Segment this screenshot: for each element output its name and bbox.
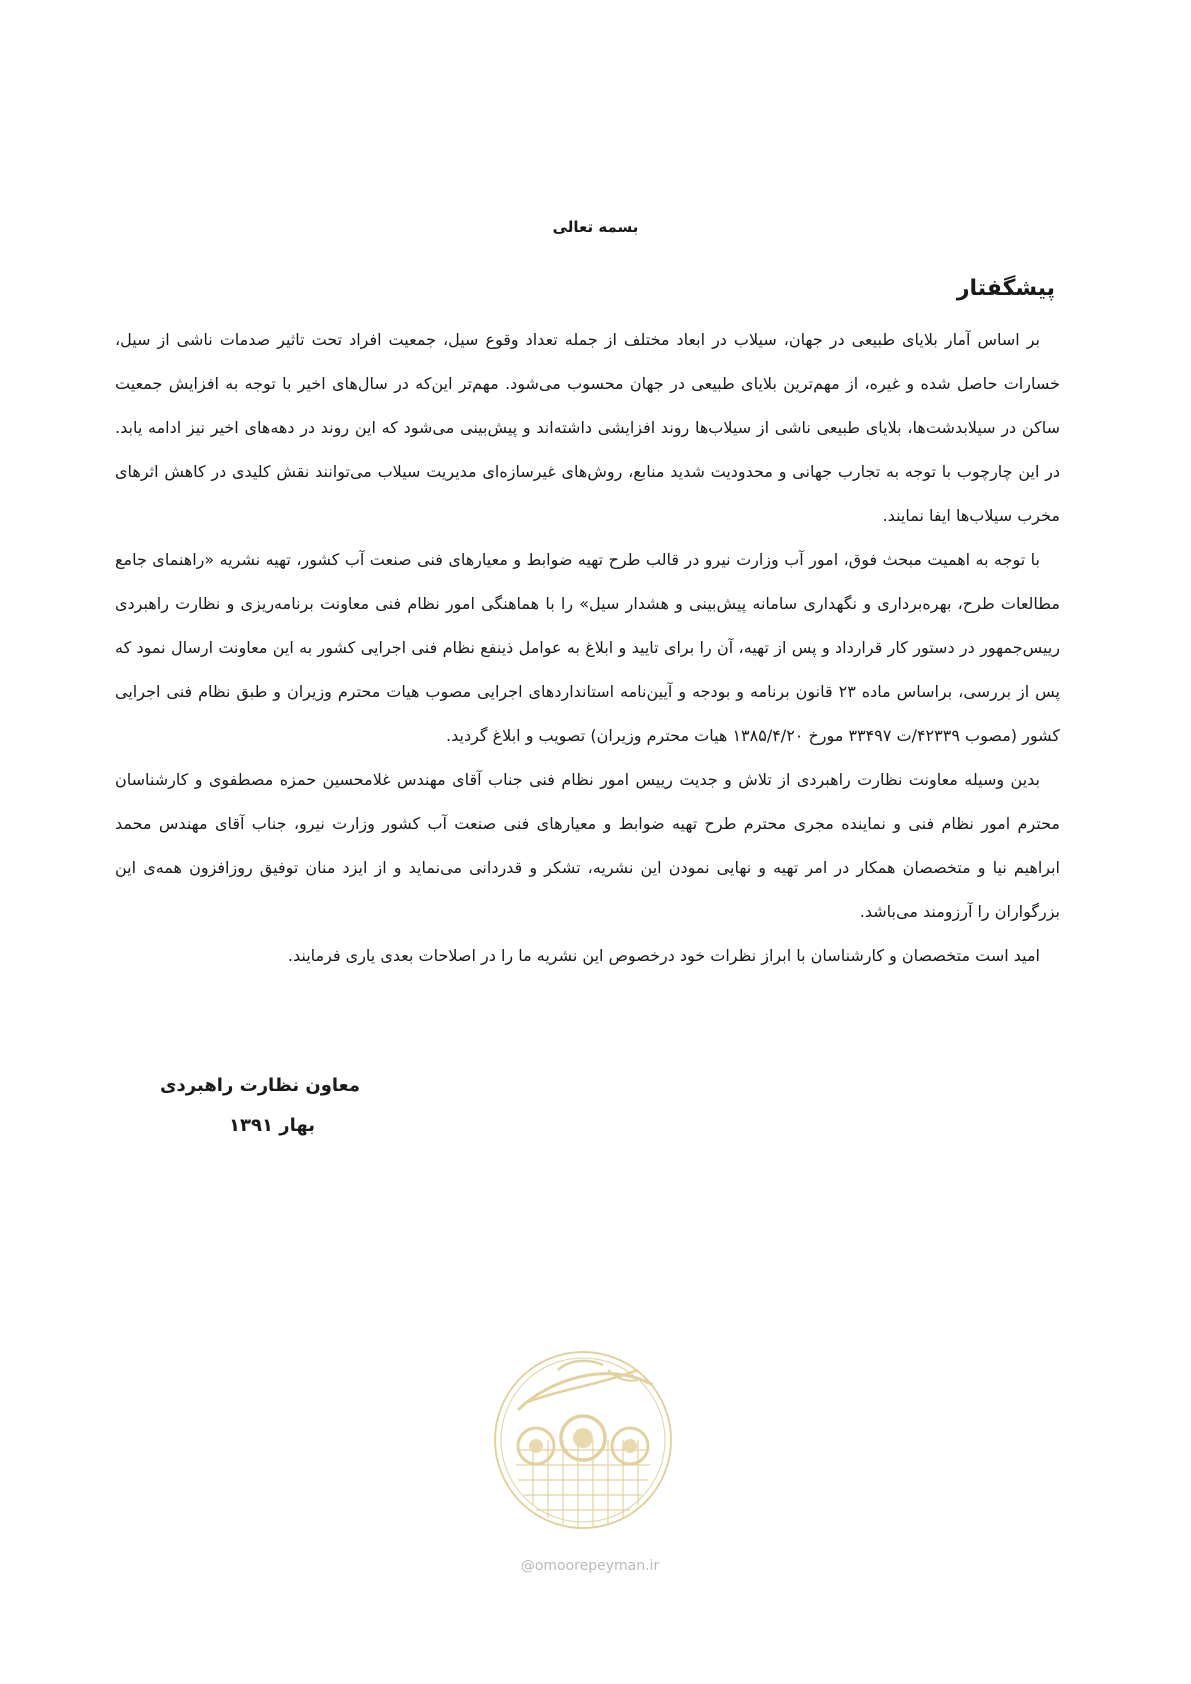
watermark-at-icon: @ (520, 1558, 535, 1574)
paragraph-4: امید است متخصصان و کارشناسان با ابراز نظرات خود درخصوص این نشریه ما را در اصلاحات بعدی یاری فرمایند. (287, 946, 1040, 965)
watermark-logo-icon (488, 1340, 678, 1540)
page-title: پیشگفتار (956, 276, 1055, 301)
watermark-logo (488, 1340, 678, 1540)
paragraph-1: بر اساس آمار بلایای طبیعی در جهان، سیلاب در ابعاد مختلف از جمله تعداد وقوع سیل، جمعیت افراد تحت تاثیر صدمات ناشی از سیل، خسارات حاصل شده و غیره، از مهم‌ترین بلایای طبیعی در جهان محسوب می‌شود. مهم‌تر این‌که در سال‌های اخیر با توجه به افزایش جمعیت ساکن در سیلابدشت‌ها، بلایای طبیعی ناشی از سیلاب‌ها روند افزایشی داشته‌اند و پیش‌بینی می‌شود که این روند در دهه‌های اخیر نیز ادامه یابد. در این چارچوب با توجه به تجارب جهانی و محدودیت شدید منابع، روش‌های غیرسازه‌ای مدیریت سیلاب می‌توانند نقش کلیدی در کاهش اثرهای مخرب سیلاب‌ها ایفا نمایند. (115, 330, 1060, 525)
signature-block (160, 1066, 360, 1146)
body-text (115, 318, 1060, 978)
watermark-url-text: omoorepeyman.ir (534, 1558, 660, 1574)
bismillah-heading: بسمه تعالی (552, 218, 639, 236)
signature-title: معاون نظارت راهبردی (160, 1075, 360, 1096)
signature-date: بهار ۱۳۹۱ (229, 1115, 315, 1136)
paragraph-2: با توجه به اهمیت مبحث فوق، امور آب وزارت نیرو در قالب طرح تهیه ضوابط و معیارهای فنی صنعت آب کشور، تهیه نشریه «راهنمای جامع مطالعات طرح، بهره‌برداری و نگهداری سامانه پیش‌بینی و هشدار سیل» را با هماهنگی امور نظام فنی معاونت برنامه‌ریزی و نظارت راهبردی رییس‌جمهور در دستور کار قرارداد و پس از تهیه، آن را برای تایید و ابلاغ به عوامل ذینفع نظام فنی اجرایی کشور به این معاونت ارسال نمود که پس از بررسی، براساس ماده ۲۳ قانون برنامه و بودجه و آیین‌نامه استانداردهای اجرایی مصوب هیات محترم وزیران و طبق نظام فنی اجرایی کشور (مصوب ۴۲۳۳۹/ت ۳۳۴۹۷ مورخ ۱۳۸۵/۴/۲۰ هیات محترم وزیران) تصویب و ابلاغ گردید. (115, 550, 1060, 745)
paragraph-3: بدین وسیله معاونت نظارت راهبردی از تلاش و جدیت رییس امور نظام فنی جناب آقای مهندس غلامحسین حمزه مصطفوی و کارشناسان محترم امور نظام فنی و نماینده مجری محترم طرح تهیه ضوابط و معیارهای فنی صنعت آب کشور وزارت نیرو، جناب آقای مهندس محمد ابراهیم نیا و متخصصان همکار در امر تهیه و نهایی نمودن این نشریه، تشکر و قدردانی می‌نماید و از ایزد منان توفیق روزافزون همه‌ی این بزرگواران را آرزومند می‌باشد. (115, 770, 1060, 921)
watermark-url (500, 1558, 680, 1574)
